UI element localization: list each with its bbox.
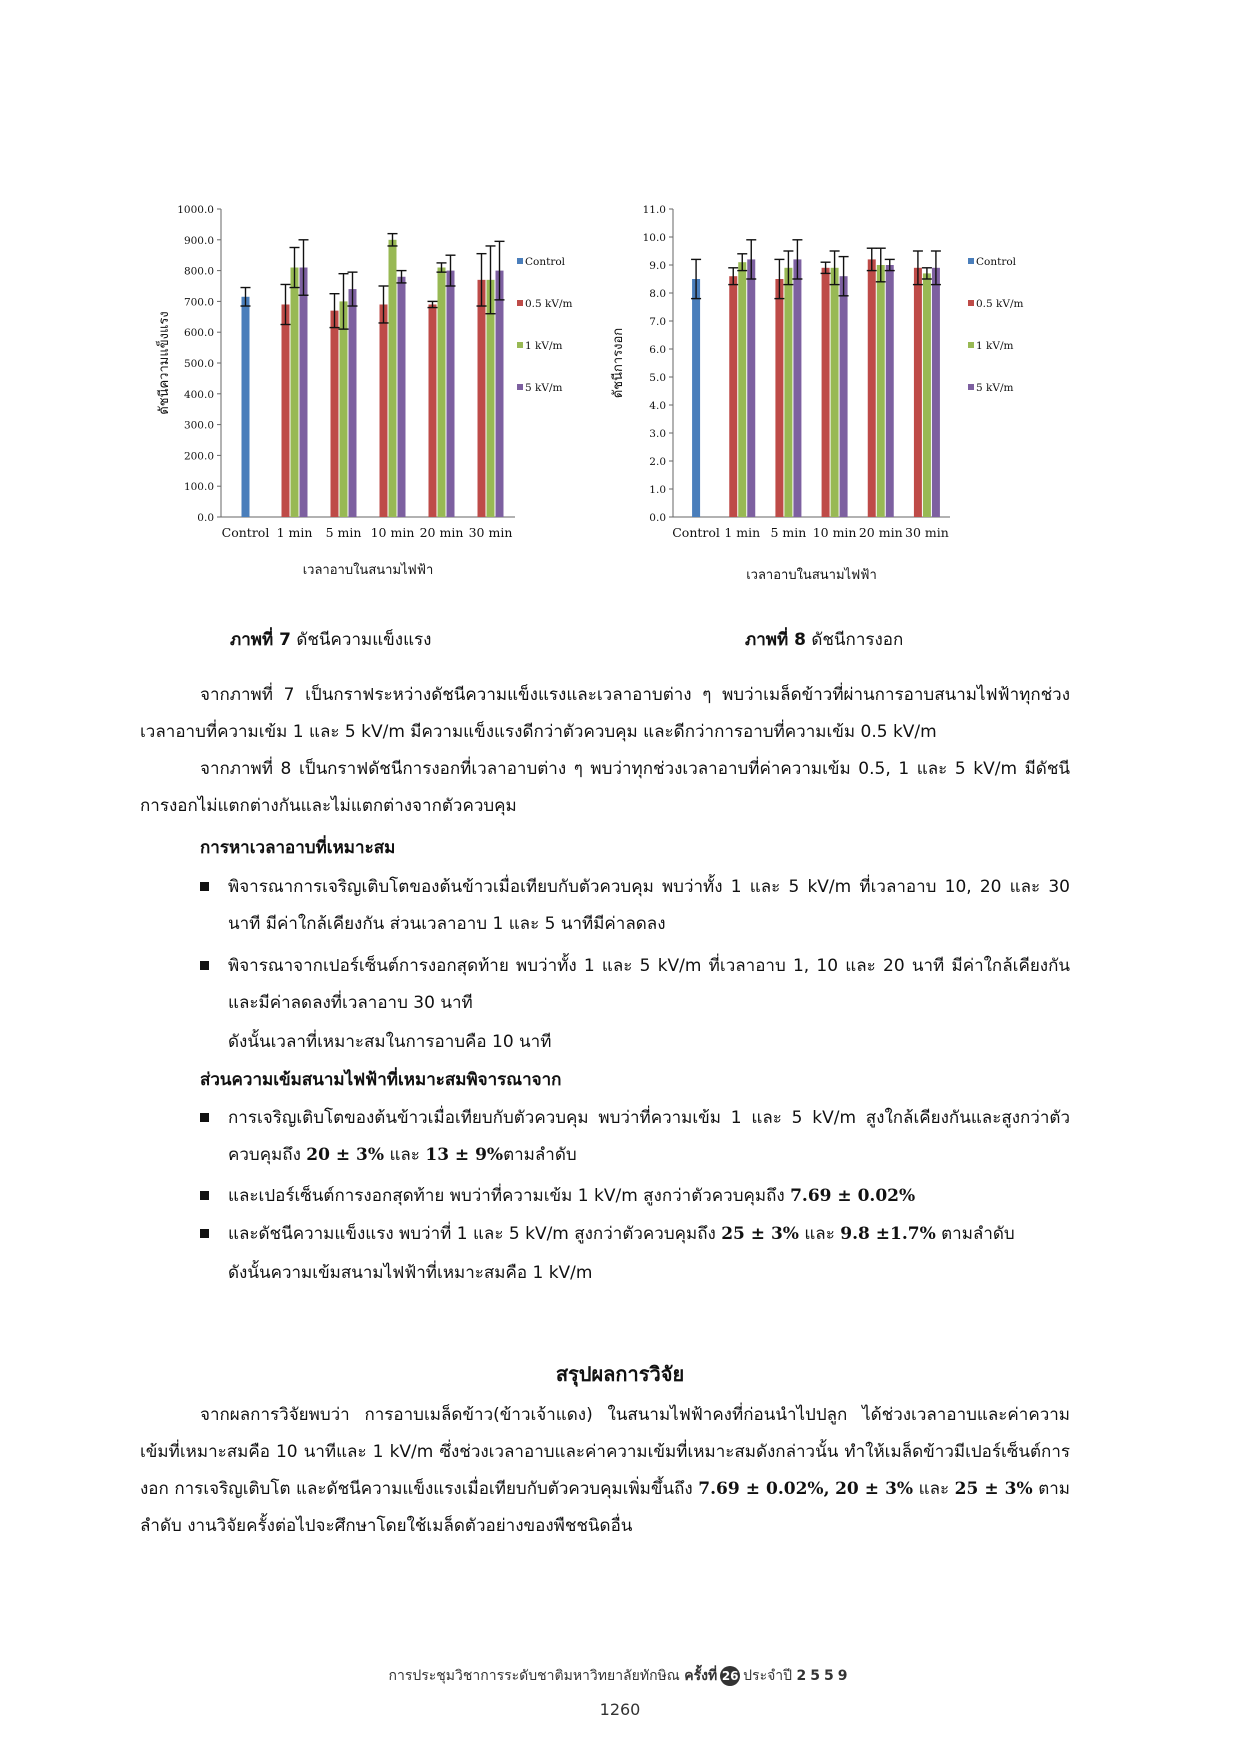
bar-5-kv-m [886,265,894,517]
time-conclusion-text: ดังนั้นเวลาที่เหมาะสมในการอาบคือ 10 นาที [228,1032,552,1052]
legend-label: 1 kV/m [976,340,1014,352]
summary-paragraph [140,1397,1070,1545]
legend-label: 1 kV/m [525,340,563,352]
bar-5-kv-m [932,268,940,517]
bar-1-kv-m [923,273,931,517]
x-tick-label: 20 min [419,525,464,540]
legend-label: Control [976,256,1017,268]
vigor-value-5kv: 9.8 ±1.7% [840,1224,936,1244]
y-tick-label: 600.0 [183,327,214,340]
bar-1-kv-m [340,301,348,517]
field-bullet-3-text [228,1216,1070,1253]
y-tick-label: 5.0 [649,372,666,384]
legend-swatch [517,258,523,264]
bar-1-kv-m [784,268,792,517]
summary-value-growth: 20 ± 3% [835,1479,914,1499]
field-bullet-2-body: และเปอร์เซ็นต์การงอกสุดท้าย พบว่าที่ความเข้ม 1 kV/m สูงกว่าตัวควบคุมถึง [228,1186,785,1206]
field-bullet-2-text [228,1178,1070,1215]
legend-label: 5 kV/m [525,382,563,394]
growth-value-5kv: 13 ± 9% [425,1145,504,1165]
legend-swatch [968,300,974,306]
y-tick-label: 700.0 [183,296,214,309]
bar-0-5-kv-m [282,304,290,517]
y-tick-label: 10.0 [642,232,666,244]
time-bullet-2-text: พิจารณาจากเปอร์เซ็นต์การงอกสุดท้าย พบว่าทั้ง 1 และ 5 kV/m ที่เวลาอาบ 1, 10 และ 20 นาที มีค่าใกล้เคียงกัน และมีค่าลดลงที่เวลาอาบ 30 นาที [228,956,1070,1013]
time-bullet-1 [200,869,1070,943]
bar-5-kv-m [447,271,455,517]
bar-5-kv-m [300,268,308,517]
bullet-square-icon [200,1113,209,1122]
x-tick-label: 10 min [370,525,415,540]
legend-swatch [517,342,523,348]
paragraph-figure-7 [140,677,1070,751]
y-tick-label: 300.0 [183,419,214,432]
field-bullet-3-end: ตามลำดับ [941,1224,1015,1244]
bar-0-5-kv-m [914,268,922,517]
footer-edition-label: ครั้งที่ [684,1668,718,1684]
bar-5-kv-m [398,277,406,517]
footer-year-label: ประจำปี [743,1668,793,1684]
time-section-heading: การหาเวลาอาบที่เหมาะสม [200,838,396,858]
figure-8-label: ภาพที่ 8 [745,630,806,650]
y-tick-label: 200.0 [183,450,214,463]
field-bullet-1-text [228,1100,1070,1174]
x-tick-label: 10 min [812,525,857,540]
page-number: 1260 [599,1700,641,1719]
footer-edition-number: 26 [720,1666,740,1686]
field-bullet-2 [200,1178,1070,1215]
bar-1-kv-m [438,268,446,517]
bar-0-5-kv-m [822,268,830,517]
y-tick-label: 100.0 [183,481,214,494]
bar-5-kv-m [349,289,357,517]
summary-text-a: จากผลการวิจัยพบว่า การอาบเมล็ดข้าว(ข้าวเจ้าแดง) ในสนามไฟฟ้าคงที่ก่อนนำไปปลูก ได้ช่วงเวลาอาบและค่าความเข้มที่เหมาะสมคือ 10 นาทีและ 1 kV/m ซึ่งช่วงเวลาอาบและค่าความเข้มที่เหมาะสมดังกล่าวนั้น ทำให้เมล็ดข้าวมีเปอร์เซ็นต์การงอก การเจริญเติบโต และดัชนีความแข็งแรงเมื่อเทียบกับตัวควบคุมเพิ่มขึ้นถึง [140,1405,1070,1499]
figure-7-caption [230,626,431,653]
footer-conference: การประชุมวิชาการระดับชาติมหาวิทยาลัยทักษิณ [388,1668,680,1684]
legend-swatch [968,342,974,348]
y-tick-label: 900.0 [183,234,214,247]
summary-title: สรุปผลการวิจัย [555,1362,685,1386]
time-conclusion [200,1024,1070,1061]
bar-1-kv-m [831,268,839,517]
bullet-square-icon [200,882,209,891]
bar-1-kv-m [877,265,885,517]
y-tick-label: 6.0 [649,344,666,356]
bar-5-kv-m [496,271,504,517]
legend-label: 5 kV/m [976,382,1014,394]
y-tick-label: 3.0 [649,428,666,440]
bar-5-kv-m [747,259,755,517]
field-bullet-1-end: ตามลำดับ [503,1145,577,1165]
paragraph-figure-7-text: จากภาพที่ 7 เป็นกราฟระหว่างดัชนีความแข็งแรงและเวลาอาบต่าง ๆ พบว่าเมล็ดข้าวที่ผ่านการอาบสนามไฟฟ้าทุกช่วงเวลาอาบที่ความเข้ม 1 และ 5 kV/m มีความแข็งแรงดีกว่าตัวควบคุม และดีกว่าการอาบที่ความเข้ม 0.5 kV/m [140,685,1070,742]
legend-label: Control [525,256,566,268]
germination-value-1kv: 7.69 ± 0.02% [790,1186,916,1206]
y-tick-label: 11.0 [642,204,666,216]
bullet-square-icon [200,961,209,970]
y-tick-label: 2.0 [649,456,666,468]
vigor-value-1kv: 25 ± 3% [721,1224,799,1244]
y-tick-label: 1000.0 [177,204,214,216]
y-tick-label: 800.0 [183,265,214,278]
x-tick-label: 30 min [905,525,949,540]
field-bullet-1-and: และ [389,1145,420,1165]
summary-value-germination: 7.69 ± 0.02%, [698,1479,830,1499]
paragraph-figure-8-text: จากภาพที่ 8 เป็นกราฟดัชนีการงอกที่เวลาอาบต่าง ๆ พบว่าทุกช่วงเวลาอาบที่ค่าความเข้ม 0.5, 1 และ 5 kV/m มีดัชนีการงอกไม่แตกต่างกันและไม่แตกต่างจากตัวควบคุม [140,759,1070,816]
bar-0-5-kv-m [331,311,339,517]
time-bullet-2 [200,948,1070,1022]
x-tick-label: 30 min [468,525,513,540]
y-tick-label: 0.0 [649,512,666,524]
bar-0-5-kv-m [775,279,783,517]
time-bullet-1-text: พิจารณาการเจริญเติบโตของต้นข้าวเมื่อเทียบกับตัวควบคุม พบว่าทั้ง 1 และ 5 kV/m ที่เวลาอาบ 10, 20 และ 30 นาที มีค่าใกล้เคียงกัน ส่วนเวลาอาบ 1 และ 5 นาทีมีค่าลดลง [228,877,1070,934]
page-footer [0,1665,1240,1687]
y-tick-label: 400.0 [183,388,214,401]
field-conclusion-text: ดังนั้นความเข้มสนามไฟฟ้าที่เหมาะสมคือ 1 kV/m [228,1263,593,1283]
field-bullet-3-body: และดัชนีความแข็งแรง พบว่าที่ 1 และ 5 kV/m สูงกว่าตัวควบคุมถึง [228,1224,716,1244]
x-tick-label: 1 min [276,525,313,540]
x-tick-label: 20 min [858,525,903,540]
bar-1-kv-m [389,240,397,517]
bar-control [692,279,700,517]
summary-value-vigor: 25 ± 3% [954,1479,1033,1499]
field-bullet-3 [200,1216,1070,1253]
summary-text-b: และ [918,1479,950,1499]
y-tick-label: 8.0 [649,288,666,300]
x-tick-label: 5 min [770,525,807,540]
y-tick-label: 500.0 [183,358,214,370]
bar-0-5-kv-m [729,276,737,517]
figure-8-caption [745,626,903,653]
bar-0-5-kv-m [380,304,388,517]
y-tick-label: 1.0 [649,484,666,496]
figure-7-text: ดัชนีความแข็งแรง [296,630,432,650]
legend-swatch [517,384,523,390]
x-tick-label: Control [672,525,720,540]
bar-1-kv-m [291,268,299,517]
summary-text-c: ตามลำดับ งานวิจัยครั้งต่อไปจะศึกษาโดยใช้เมล็ดตัวอย่างของพืชชนิดอื่น [140,1479,1071,1536]
germination-index-chart [600,190,1060,610]
x-tick-label: 5 min [325,525,362,540]
bar-5-kv-m [840,276,848,517]
bar-0-5-kv-m [429,304,437,517]
y-axis-title: ดัชนีการงอก [611,327,626,399]
bar-1-kv-m [738,262,746,517]
field-conclusion [200,1255,1070,1292]
paragraph-figure-8 [140,751,1070,825]
figure-8-text: ดัชนีการงอก [811,630,904,650]
legend-label: 0.5 kV/m [525,298,573,310]
x-axis-title: เวลาอาบในสนามไฟฟ้า [302,563,434,578]
bar-control [242,297,250,517]
x-tick-label: 1 min [724,525,761,540]
y-axis-title: ดัชนีความแข็งแรง [157,311,172,415]
bullet-square-icon [200,1191,209,1200]
x-axis-title: เวลาอาบในสนามไฟฟ้า [746,568,877,583]
y-tick-label: 9.0 [649,260,666,272]
legend-swatch [968,384,974,390]
y-tick-label: 4.0 [649,400,666,412]
legend-swatch [968,258,974,264]
y-tick-label: 7.0 [649,316,666,328]
bar-0-5-kv-m [868,259,876,517]
legend-label: 0.5 kV/m [976,298,1024,310]
footer-year: 2559 [796,1668,852,1684]
figure-7-label: ภาพที่ 7 [230,630,291,650]
y-tick-label: 0.0 [197,512,214,524]
field-bullet-1 [200,1100,1070,1174]
field-section-heading: ส่วนความเข้มสนามไฟฟ้าที่เหมาะสมพิจารณาจาก [200,1070,562,1090]
bar-0-5-kv-m [478,280,486,517]
legend-swatch [517,300,523,306]
bar-1-kv-m [487,280,495,517]
bullet-square-icon [200,1229,209,1238]
x-tick-label: Control [221,525,270,540]
vigor-index-chart [140,190,610,610]
field-bullet-1-body: การเจริญเติบโตของต้นข้าวเมื่อเทียบกับตัวควบคุม พบว่าที่ความเข้ม 1 และ 5 kV/m สูงใกล้เคียงกันและสูงกว่าตัวควบคุมถึง [228,1108,1070,1165]
field-bullet-3-and: และ [804,1224,835,1244]
bar-5-kv-m [793,259,801,517]
growth-value-1kv: 20 ± 3% [306,1145,385,1165]
